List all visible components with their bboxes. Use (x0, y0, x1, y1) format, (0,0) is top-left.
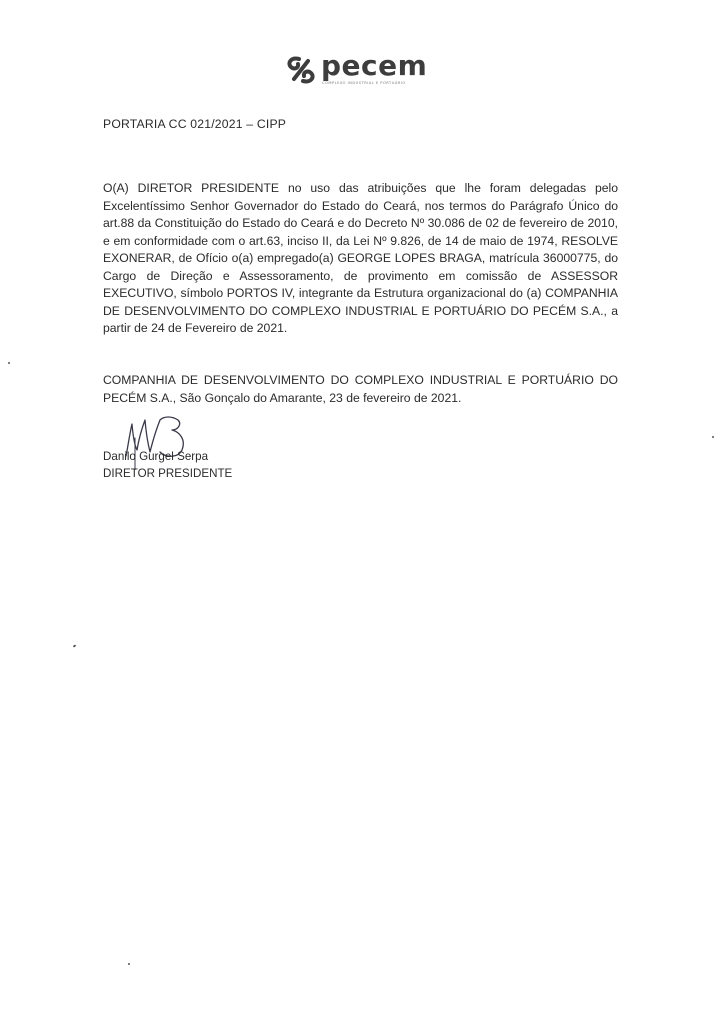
logo-tagline: COMPLEXO INDUSTRIAL E PORTUÁRIO (322, 81, 406, 85)
document-title: PORTARIA CC 021/2021 – CIPP (103, 117, 287, 131)
scan-speck (73, 644, 77, 647)
signatory-role: DIRETOR PRESIDENTE (103, 467, 233, 480)
signatory-name: Danilo Gurgel Serpa (103, 450, 209, 463)
scan-speck (8, 362, 10, 364)
company-logo (285, 49, 435, 89)
pecem-symbol-icon (285, 55, 317, 85)
closing-paragraph: COMPANHIA DE DESENVOLVIMENTO DO COMPLEXO INDUSTRIAL E PORTUÁRIO DO PECÉM S.A., São Gonçalo do Amarante, 23 de fevereiro de 2021. (103, 373, 618, 405)
document-closing (103, 371, 618, 407)
body-paragraph: O(A) DIRETOR PRESIDENTE no uso das atribuições que lhe foram delegadas pelo Excelentíssimo Senhor Governador do Estado do Ceará, nos termos do Parágrafo Único do art.88 da Constituição do Estado do Ceará e do Decreto Nº 30.086 de 02 de fevereiro de 2010, e em conformidade com o art.63, inciso II, da Lei Nº 9.826, de 14 de maio de 1974, RESOLVE EXONERAR, de Ofício o(a) empregado(a) GEORGE LOPES BRAGA, matrícula 36000775, do Cargo de Direção e Assessoramento, de provimento em comissão de ASSESSOR EXECUTIVO, símbolo PORTOS IV, integrante da Estrutura organizacional do (a) COMPANHIA DE DESENVOLVIMENTO DO COMPLEXO INDUSTRIAL E PORTUÁRIO DO PECÉM S.A., a partir de 24 de Fevereiro de 2021. (103, 181, 618, 335)
scan-speck (712, 436, 714, 438)
logo-wordmark: pecem (321, 49, 428, 82)
scan-speck (128, 963, 130, 965)
document-body (103, 180, 618, 338)
